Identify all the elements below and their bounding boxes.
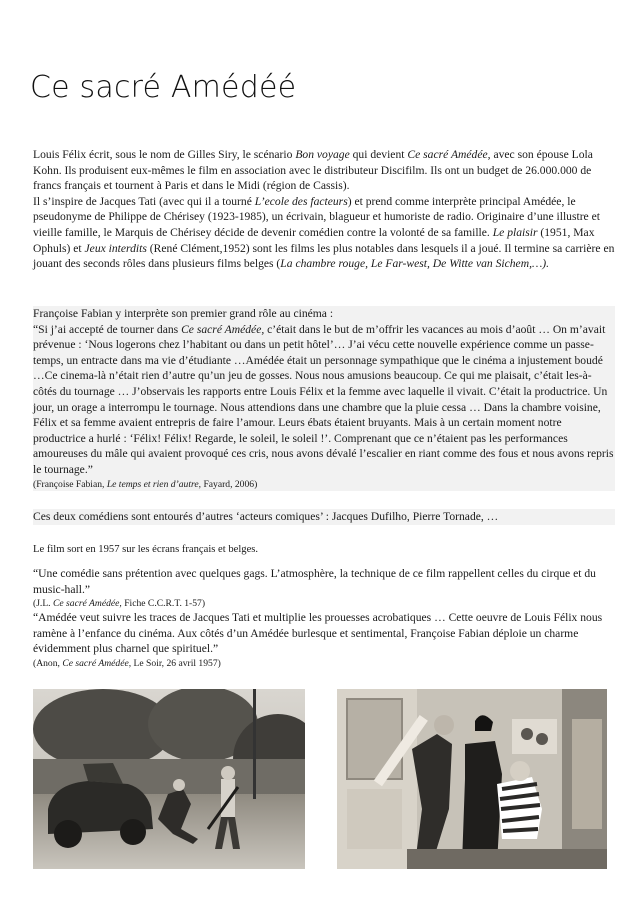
film-still-interior-image: [337, 689, 607, 869]
intro-text: (1951, Max Ophuls) et: [33, 225, 595, 255]
film-title: Le plaisir: [492, 225, 538, 239]
intro-text: Il s’inspire de Jacques Tati (avec qui il a tourné: [33, 194, 255, 208]
fabian-quote: [33, 322, 615, 478]
film-title: Ce sacré Amédée,: [62, 657, 132, 669]
page-title: Ce sacré Amédéé: [30, 70, 297, 105]
intro-text: qui devient: [349, 148, 408, 161]
source-text: Le Soir, 26 avril 1957): [131, 657, 221, 669]
intro-text: avec son épouse Lola Kohn. Ils produisent eux-mêmes le film en association avec le distributeur Discifilm. Ils ont un budget de 26.000.000 de francs français et tournent à Paris et dans le Midi (région de Cassis).: [33, 148, 593, 193]
source-text: Fayard, 2006): [201, 478, 258, 490]
quote-text: “Si j’ai accepté de tourner dans: [33, 322, 182, 336]
actors-text: Ces deux comédiens sont entourés d’autres ‘acteurs comiques’ : Jacques Dufilho, Pierre Tornade, …: [33, 510, 499, 523]
film-title: Ce sacré Amédée,: [407, 148, 491, 161]
film-title: Ce sacré Amédée,: [181, 322, 265, 336]
intro-text: Louis Félix écrit, sous le nom de Gilles Siry, le scénario: [33, 148, 296, 161]
film-still-interior: [337, 689, 607, 869]
review-2-source: [33, 657, 615, 670]
fabian-source: [33, 478, 615, 491]
source-text: (J.L.: [33, 598, 53, 610]
source-text: (Françoise Fabian,: [33, 478, 107, 490]
intro-paragraph-2: [33, 194, 615, 272]
release-section: [33, 542, 615, 558]
release-text: Le film sort en 1957 sur les écrans français et belges.: [33, 544, 259, 555]
film-title: La chambre rouge, Le Far-west, De Witte van Sichem,…).: [280, 257, 550, 271]
film-title: Jeux interdits: [84, 241, 147, 255]
film-title: Bon voyage: [295, 148, 350, 161]
review-1-source: [33, 597, 615, 610]
review-1-quote: “Une comédie sans prétention avec quelques gags. L’atmosphère, la technique de ce film rappellent celles du cirque et du music-hall.”: [33, 567, 596, 596]
intro-text: ) et prend comme interprète principal Amédée, le pseudonyme de Philippe de Chérisey (1923-1985), un écrivain, blagueur et humoriste de radio. Originaire d’une illustre et vieille famille, le Marquis de Chérisey décide de devenir comédien contre la volonté de sa famille.: [33, 194, 600, 239]
source-text: (Anon,: [33, 657, 63, 669]
fabian-section: [33, 306, 615, 491]
reviews-section: [33, 566, 615, 670]
film-still-outdoor: [33, 689, 305, 869]
review-2-quote: “Amédée veut suivre les traces de Jacques Tati et multiplie les prouesses acrobatiques … Cette oeuvre de Louis Félix nous ramène à l’enfance du cinéma. Aux côtés d’un Amédée burlesque et sentimental, Françoise Fabian déploie un charme évidemment plus charnel que spirituel.”: [33, 611, 603, 656]
intro-text: (René Clément,1952) sont les films les plus notables dans lesquels il a joué. Il termine sa carrière en jouant des seconds rôles dans plusieurs films belges (: [33, 241, 615, 271]
film-title: L’ecole des facteurs: [254, 194, 348, 208]
intro-paragraph-1: [33, 147, 615, 194]
actors-section: [33, 509, 615, 525]
film-title: Ce sacré Amédée,: [52, 598, 122, 610]
quote-text: c’était dans le but de m’offrir les vacances au mois d’août … On m’avait prévenue : ‘Nous logerons chez l’habitant ou dans un petit hôtel’… J’ai vécu cette nouvelle expérience comme un passe-temps, un entracte dans ma vie d’étudiante …Amédée était un personnage sympathique que le cinéma a injustement boudé …Ce cinema-là n’était rien d’autre qu’un jeu de gosses. Nous nous amusions beaucoup. Ce qui me plaisait, c’était les-à-côtés du tournage … J’observais les rapports entre Louis Félix et la femme avec laquelle il vivait. C’était la productrice. Un jour, un orage a interrompu le tournage. Nous attendions dans une chambre que la pluie cessa … Dans la chambre voisine, Félix et sa femme avaient entrepris de faire l’amour. Leurs ébats étaient bruyants. Mais à un certain moment notre productrice a hurlé : ‘Félix! Félix! Regarde, le soleil, le soleil !’. Comprenant que ce n’étaient pas les performances amoureuses du mâle qui avaient provoqué ces cris, nous avons dévalé l’escalier en riant comme des fous et nous avons repris le tournage.”: [33, 322, 614, 476]
source-text: Fiche C.C.R.T. 1-57): [121, 598, 206, 610]
fabian-lead: Françoise Fabian y interprète son premier grand rôle au cinéma :: [33, 307, 334, 320]
film-still-outdoor-image: [33, 689, 305, 869]
intro-section: [33, 147, 615, 272]
book-title: Le temps et rien d’autre,: [106, 478, 202, 490]
